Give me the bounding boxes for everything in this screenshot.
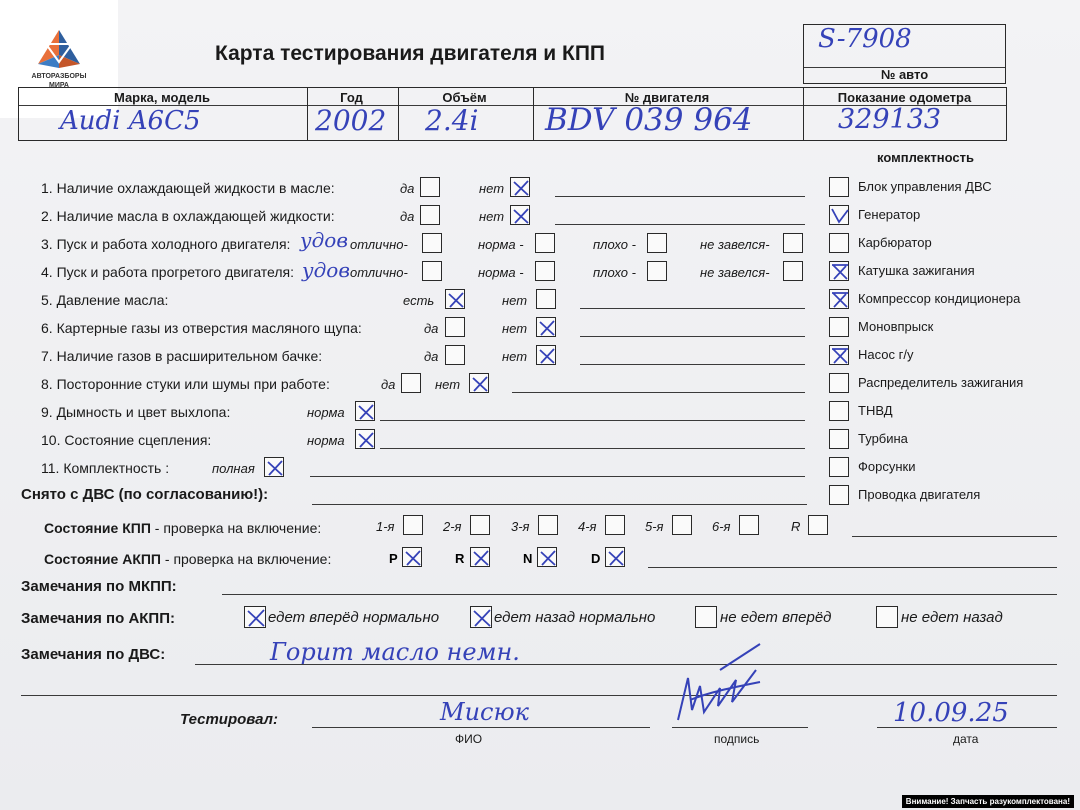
- mode-r-label: R: [455, 551, 465, 566]
- check-row-8: 8. Посторонние стуки или шумы при работе:: [41, 376, 330, 392]
- row3-no-start-checkbox[interactable]: [783, 233, 803, 253]
- check-mark-icon: [471, 548, 491, 568]
- date-label: дата: [953, 732, 979, 746]
- row4-excellent-checkbox[interactable]: [422, 261, 442, 281]
- mode-r-checkbox[interactable]: [470, 547, 490, 567]
- row4-handwritten-note: удов: [302, 258, 350, 282]
- completeness-wiring-checkbox[interactable]: [829, 485, 849, 505]
- row6-no-checkbox[interactable]: [536, 317, 556, 337]
- row3-bad-label: плохо -: [593, 237, 636, 252]
- completeness-ecu-label: Блок управления ДВС: [858, 179, 992, 194]
- completeness-distributor-label: Распределитель зажигания: [858, 375, 1024, 390]
- row6-yes-checkbox[interactable]: [445, 317, 465, 337]
- completeness-generator-label: Генератор: [858, 207, 921, 222]
- full-name-label: ФИО: [455, 732, 483, 746]
- tester-name-value: Мисюк: [440, 698, 529, 726]
- volume-value: 2.4i: [425, 104, 479, 137]
- row7-yes-label: да: [424, 349, 439, 364]
- row7-no-checkbox[interactable]: [536, 345, 556, 365]
- row3-no-start-label: не завелся-: [700, 237, 770, 252]
- row4-no-start-label: не завелся-: [700, 265, 770, 280]
- check-mark-icon: [830, 290, 850, 310]
- row5-yes-checkbox[interactable]: [445, 289, 465, 309]
- check-mark-icon: [356, 402, 376, 422]
- row1-no-label: нет: [479, 181, 505, 196]
- mode-p-checkbox[interactable]: [402, 547, 422, 567]
- row4-excellent-label: отлично-: [350, 265, 408, 280]
- make-model-value: Audi A6C5: [60, 106, 201, 136]
- completeness-generator-checkbox[interactable]: [829, 205, 849, 225]
- mode-n-label: N: [523, 551, 533, 566]
- akpp-reverse-ok-label: едет назад нормально: [494, 609, 656, 626]
- row8-no-checkbox[interactable]: [469, 373, 489, 393]
- manual-gearbox-remarks-label: Замечания по МКПП:: [21, 578, 177, 595]
- akpp-no-reverse-label: не едет назад: [901, 609, 1003, 626]
- gear-4-label: 4-я: [578, 519, 597, 534]
- completeness-injection-pump-checkbox[interactable]: [829, 401, 849, 421]
- logo-text-line1: АВТОРАЗБОРЫ: [31, 73, 87, 80]
- row4-bad-checkbox[interactable]: [647, 261, 667, 281]
- check-mark-icon: [830, 206, 850, 226]
- completeness-monoinjection-checkbox[interactable]: [829, 317, 849, 337]
- row2-no-label: нет: [479, 209, 505, 224]
- row1-yes-label: да: [400, 181, 415, 196]
- odometer-label: Показание одометра: [837, 90, 972, 105]
- row4-no-start-checkbox[interactable]: [783, 261, 803, 281]
- completeness-ecu-checkbox[interactable]: [829, 177, 849, 197]
- gear-5-label: 5-я: [645, 519, 664, 534]
- row3-excellent-checkbox[interactable]: [422, 233, 442, 253]
- gear-5-checkbox[interactable]: [672, 515, 692, 535]
- row10-normal-label: норма: [307, 433, 345, 448]
- signature-icon: [660, 640, 770, 730]
- engine-number-label: № двигателя: [624, 90, 710, 105]
- check-row-7: 7. Наличие газов в расширительном бачке:: [41, 348, 323, 364]
- check-row-9: 9. Дымность и цвет выхлопа:: [41, 404, 231, 420]
- row8-yes-label: да: [381, 377, 396, 392]
- completeness-ac-compressor-label: Компрессор кондиционера: [858, 291, 1021, 306]
- manual-gearbox-label: Состояние КПП - проверка на включение:: [44, 520, 322, 536]
- row8-yes-checkbox[interactable]: [401, 373, 421, 393]
- engine-number-value: BDV 039 964: [545, 102, 753, 138]
- akpp-no-forward-checkbox[interactable]: [695, 606, 717, 628]
- gear-3-label: 3-я: [511, 519, 530, 534]
- check-mark-icon: [606, 548, 626, 568]
- logo-text-line2: МИРА: [49, 82, 69, 89]
- row6-no-label: нет: [502, 321, 528, 336]
- check-row-3: 3. Пуск и работа холодного двигателя:: [41, 236, 291, 252]
- check-row-2: 2. Наличие масла в охлаждающей жидкости:: [41, 208, 335, 224]
- gear-2-checkbox[interactable]: [470, 515, 490, 535]
- engine-remarks-label: Замечания по ДВС:: [21, 646, 166, 663]
- check-mark-icon: [537, 346, 557, 366]
- row3-normal-label: норма -: [478, 237, 524, 252]
- row2-yes-label: да: [400, 209, 415, 224]
- page-title: Карта тестирования двигателя и КПП: [215, 42, 606, 65]
- mode-n-checkbox[interactable]: [537, 547, 557, 567]
- gear-6-label: 6-я: [712, 519, 731, 534]
- gear-6-checkbox[interactable]: [739, 515, 759, 535]
- row8-no-label: нет: [435, 377, 461, 392]
- row3-bad-checkbox[interactable]: [647, 233, 667, 253]
- plate-value: S-7908: [818, 24, 912, 54]
- check-mark-icon: [511, 178, 531, 198]
- automatic-gearbox-label: Состояние АКПП - проверка на включение:: [44, 551, 332, 567]
- completeness-injectors-label: Форсунки: [858, 459, 916, 474]
- completeness-ps-pump-label: Насос г/у: [858, 347, 914, 362]
- year-value: 2002: [315, 104, 387, 137]
- row5-yes-label: есть: [403, 293, 435, 308]
- check-row-11: 11. Комплектность :: [41, 460, 170, 476]
- gear-4-checkbox[interactable]: [605, 515, 625, 535]
- completeness-monoinjection-label: Моновпрыск: [858, 319, 934, 334]
- check-mark-icon: [245, 607, 267, 629]
- gear-2-label: 2-я: [443, 519, 462, 534]
- akpp-forward-ok-checkbox[interactable]: [244, 606, 266, 628]
- check-mark-icon: [356, 430, 376, 450]
- completeness-turbo-label: Турбина: [858, 431, 908, 446]
- row3-excellent-label: отлично-: [350, 237, 408, 252]
- check-mark-icon: [403, 548, 423, 568]
- row11-full-label: полная: [212, 461, 255, 476]
- plate-label: № авто: [880, 67, 929, 82]
- tested-by-label: Тестировал:: [180, 711, 278, 728]
- volume-label: Объём: [442, 90, 487, 105]
- row9-normal-checkbox[interactable]: [355, 401, 375, 421]
- disassembled-notice-badge: Внимание! Запчасть разукомплектована!: [902, 795, 1074, 808]
- row4-normal-checkbox[interactable]: [535, 261, 555, 281]
- check-row-10: 10. Состояние сцепления:: [41, 432, 212, 448]
- year-label: Год: [340, 90, 363, 105]
- gear-r-checkbox[interactable]: [808, 515, 828, 535]
- check-mark-icon: [830, 262, 850, 282]
- row2-no-checkbox[interactable]: [510, 205, 530, 225]
- row4-normal-label: норма -: [478, 265, 524, 280]
- akpp-forward-ok-label: едет вперёд нормально: [268, 609, 440, 626]
- check-row-1: 1. Наличие охлаждающей жидкости в масле:: [41, 180, 335, 196]
- row5-no-label: нет: [502, 293, 528, 308]
- make-model-label: Марка, модель: [113, 90, 211, 105]
- check-mark-icon: [511, 206, 531, 226]
- row11-full-checkbox[interactable]: [264, 457, 284, 477]
- mode-d-label: D: [591, 551, 601, 566]
- check-mark-icon: [446, 290, 466, 310]
- signature-label: подпись: [714, 732, 760, 746]
- row2-yes-checkbox[interactable]: [420, 205, 440, 225]
- check-row-4: 4. Пуск и работа прогретого двигателя:: [41, 264, 295, 280]
- completeness-wiring-label: Проводка двигателя: [858, 487, 981, 502]
- check-mark-icon: [538, 548, 558, 568]
- completeness-injection-pump-label: ТНВД: [858, 403, 893, 418]
- check-row-5: 5. Давление масла:: [41, 292, 169, 308]
- check-row-6: 6. Картерные газы из отверстия масляного щупа:: [41, 320, 362, 336]
- removed-from-engine-label: Снято с ДВС (по согласованию!):: [21, 486, 269, 503]
- completeness-ps-pump-checkbox[interactable]: [829, 345, 849, 365]
- akpp-reverse-ok-checkbox[interactable]: [470, 606, 492, 628]
- row4-bad-label: плохо -: [593, 265, 636, 280]
- gear-r-label: R: [791, 519, 801, 534]
- akpp-no-forward-label: не едет вперёд: [720, 609, 832, 626]
- check-mark-icon: [830, 346, 850, 366]
- completeness-carburetor-label: Карбюратор: [858, 235, 932, 250]
- check-mark-icon: [471, 607, 493, 629]
- completeness-distributor-checkbox[interactable]: [829, 373, 849, 393]
- gear-1-label: 1-я: [376, 519, 395, 534]
- row1-yes-checkbox[interactable]: [420, 177, 440, 197]
- row6-yes-label: да: [424, 321, 439, 336]
- row7-yes-checkbox[interactable]: [445, 345, 465, 365]
- check-mark-icon: [537, 318, 557, 338]
- date-value: 10.09.25: [893, 698, 1009, 728]
- completeness-ac-compressor-checkbox[interactable]: [829, 289, 849, 309]
- check-mark-icon: [470, 374, 490, 394]
- row9-normal-label: норма: [307, 405, 345, 420]
- completeness-carburetor-checkbox[interactable]: [829, 233, 849, 253]
- completeness-injectors-checkbox[interactable]: [829, 457, 849, 477]
- row3-handwritten-note: удов: [300, 228, 348, 252]
- mode-d-checkbox[interactable]: [605, 547, 625, 567]
- mode-p-label: P: [389, 551, 398, 566]
- completeness-title: комплектность: [877, 150, 974, 165]
- row7-no-label: нет: [502, 349, 528, 364]
- check-mark-icon: [265, 458, 285, 478]
- automatic-gearbox-remarks-label: Замечания по АКПП:: [21, 610, 175, 627]
- gear-1-checkbox[interactable]: [403, 515, 423, 535]
- row1-no-checkbox[interactable]: [510, 177, 530, 197]
- gear-3-checkbox[interactable]: [538, 515, 558, 535]
- completeness-ignition-coil-label: Катушка зажигания: [858, 263, 975, 278]
- row3-normal-checkbox[interactable]: [535, 233, 555, 253]
- completeness-ignition-coil-checkbox[interactable]: [829, 261, 849, 281]
- akpp-no-reverse-checkbox[interactable]: [876, 606, 898, 628]
- row5-no-checkbox[interactable]: [536, 289, 556, 309]
- engine-remarks-value: Горит масло немн.: [270, 638, 520, 666]
- row10-normal-checkbox[interactable]: [355, 429, 375, 449]
- completeness-turbo-checkbox[interactable]: [829, 429, 849, 449]
- odometer-value: 329133: [838, 104, 942, 135]
